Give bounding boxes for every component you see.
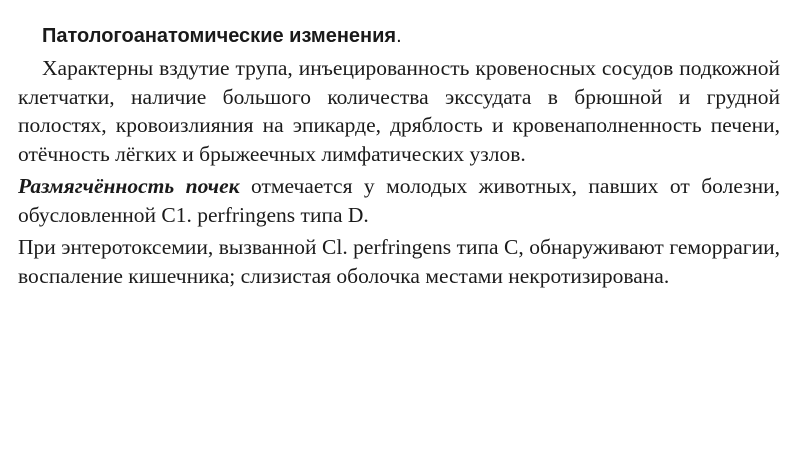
paragraph-kidneys (18, 172, 780, 229)
paragraph-changes: Характерны вздутие трупа, инъецированность кровеносных сосудов подкожной клетчатки, наличие большого количества экссудата в брюшной и грудной полостях, кровоизлияния на эпикарде, дряблость и кровенаполненность печени, отёчность лёгких и брыжеечных лимфатических узлов. (18, 56, 780, 166)
kidneys-emphasis: Размягчённость почек (18, 174, 240, 198)
heading-text: Патологоанатомические изменения (42, 25, 397, 47)
section-heading (18, 22, 780, 50)
paragraph-enterotoxemia: При энтеротоксемии, вызванной Cl. perfringens типа C, обнаруживают геморрагии, воспаление кишечника; слизистая оболочка местами некротизирована. (18, 235, 780, 288)
kidneys-text: отмечается у молодых животных, павших от болезни, обусловленной C1. perfringens типа D. (18, 174, 781, 227)
heading-period: . (396, 25, 402, 47)
text-block (18, 22, 780, 294)
